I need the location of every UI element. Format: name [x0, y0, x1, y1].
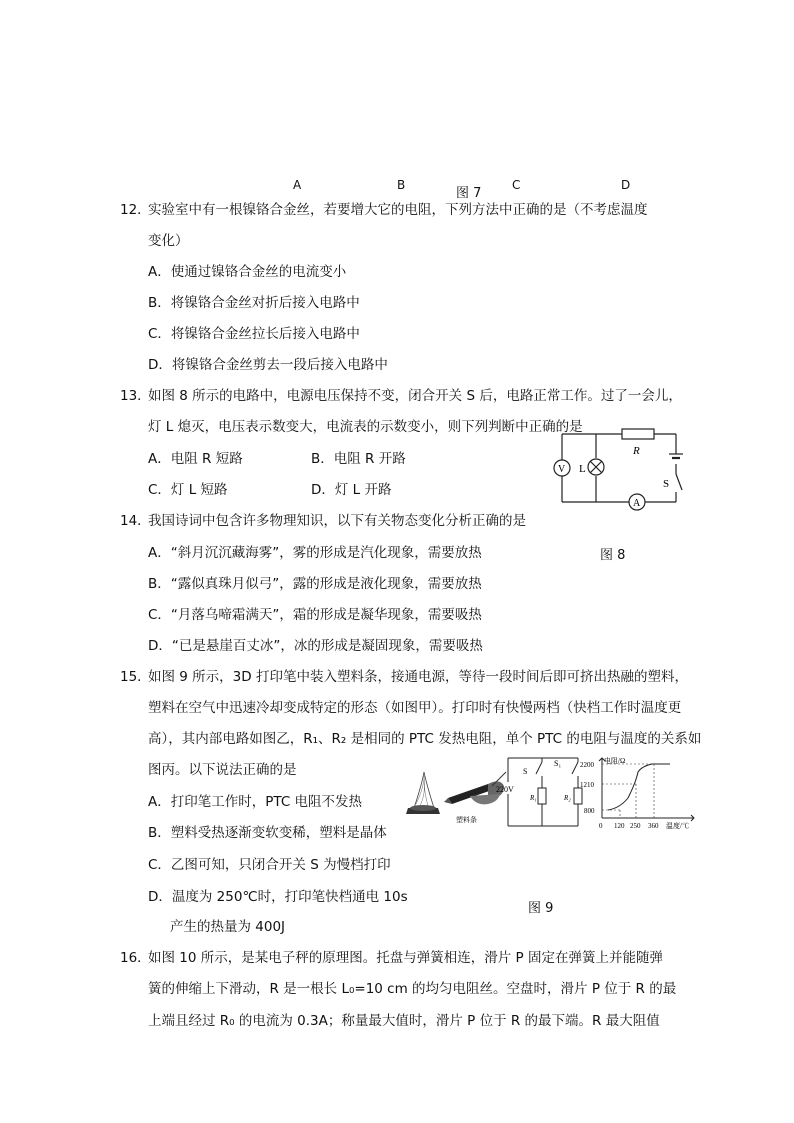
q14-option-b: B．“露似真珠月似弓”，露的形成是液化现象，需要放热 [148, 576, 482, 592]
q15-option-d-continued: 产生的热量为 400J [170, 919, 286, 935]
fig9-pen-illustration [400, 768, 508, 826]
q16-stem-line3: 上端且经过 R₀ 的电流为 0.3A；称量最大值时，滑片 P 位于 R 的最下端。R 最大阻值 [148, 1013, 660, 1029]
fig9-resistance-temperature-graph [574, 754, 704, 834]
q15-number: 15． [120, 669, 151, 685]
q13-number: 13． [120, 388, 151, 404]
q15-option-c: C．乙图可知，只闭合开关 S 为慢档打印 [148, 857, 391, 873]
fig9-graph-xlabel: 温度/℃ [666, 822, 689, 830]
q13-option-c: C．灯 L 短路 [148, 482, 228, 498]
q16-stem-line1: 如图 10 所示，是某电子秤的原理图。托盘与弹簧相连，滑片 P 固定在弹簧上并能随弹 [148, 950, 663, 966]
fig9-graph-xtick-250: 250 [630, 822, 641, 830]
q12-option-a: A．使通过镍铬合金丝的电流变小 [148, 264, 347, 280]
q14-stem: 我国诗词中包含许多物理知识，以下有关物态变化分析正确的是 [148, 513, 526, 529]
fig8-circuit-diagram [540, 420, 700, 516]
q15-option-a: A．打印笔工作时，PTC 电阻不发热 [148, 794, 363, 810]
fig9-circuit-diagram [494, 752, 586, 830]
q13-stem-line1: 如图 8 所示的电路中，电源电压保持不变，闭合开关 S 后，电路正常工作。过了一会儿， [148, 388, 682, 404]
q12-number: 12． [120, 202, 151, 218]
q14-option-a: A．“斜月沉沉藏海雾”，雾的形成是汽化现象，需要放热 [148, 545, 482, 561]
fig9-graph-xtick-0: 0 [599, 822, 603, 830]
fig9-plastic-strip-label: 塑料条 [456, 816, 477, 824]
fig7-label-c: C [512, 178, 521, 192]
fig8-lamp-label: L [579, 463, 586, 475]
fig9-switch-s-label: S [523, 767, 528, 776]
fig9-graph-xtick-120: 120 [614, 822, 625, 830]
q16-number: 16． [120, 950, 151, 966]
q16-stem-line2: 簧的伸缩上下滑动，R 是一根长 L₀=10 cm 的均匀电阻丝。空盘时，滑片 P 位于 R 的最 [148, 981, 677, 997]
fig9-r1-label: R₁ [530, 794, 537, 802]
fig9-switch-s1-label: S₁ [554, 759, 562, 768]
q12-option-b: B．将镍铬合金丝对折后接入电路中 [148, 295, 360, 311]
q12-option-c: C．将镍铬合金丝拉长后接入电路中 [148, 326, 360, 342]
fig7-label-d: D [621, 178, 631, 192]
q13-option-d: D．灯 L 开路 [311, 482, 392, 498]
q14-option-d: D．“已是悬崖百丈冰”，冰的形成是凝固现象，需要吸热 [148, 638, 483, 654]
q14-option-c: C．“月落乌啼霜满天”，霜的形成是凝华现象，需要吸热 [148, 607, 482, 623]
fig7-label-a: A [293, 178, 302, 192]
fig9-graph-ylabel: 电阻/Ω [604, 757, 626, 765]
q12-stem-line2: 变化） [148, 233, 189, 249]
fig8-ammeter-label: A [633, 498, 641, 509]
fig8-caption: 图 8 [600, 548, 626, 563]
fig9-graph-ytick-800: 800 [584, 807, 595, 815]
q15-stem-line4: 图丙。以下说法正确的是 [148, 762, 297, 778]
fig7-caption: 图 7 [456, 186, 482, 201]
q13-option-a: A．电阻 R 短路 [148, 451, 243, 467]
fig8-resistor-label: R [633, 445, 640, 457]
q15-stem-line2: 塑料在空气中迅速冷却变成特定的形态（如图甲）。打印时有快慢两档（快档工作时温度更 [148, 700, 682, 716]
q15-option-d: D．温度为 250℃时，打印笔快档通电 10s [148, 889, 408, 905]
fig9-caption: 图 9 [528, 901, 554, 916]
fig9-voltage-label: 220V [496, 785, 514, 794]
fig8-switch-label: S [663, 478, 670, 490]
q12-stem-line1: 实验室中有一根镍铬合金丝，若要增大它的电阻，下列方法中正确的是（不考虑温度 [148, 202, 648, 218]
q13-option-b: B．电阻 R 开路 [311, 451, 406, 467]
q15-stem-line1: 如图 9 所示，3D 打印笔中装入塑料条，接通电源，等待一段时间后即可挤出热融的塑料， [148, 669, 688, 685]
fig9-graph-ytick-2200: 2200 [580, 761, 594, 769]
fig9-r2-label: R₂ [564, 794, 571, 802]
fig9-graph-ytick-1210: 1210 [580, 781, 594, 789]
fig7-label-b: B [397, 178, 406, 192]
q13-stem-line2: 灯 L 熄灭，电压表示数变大，电流表的示数变小，则下列判断中正确的是 [148, 419, 583, 435]
fig9-graph-xtick-360: 360 [648, 822, 659, 830]
q12-option-d: D．将镍铬合金丝剪去一段后接入电路中 [148, 357, 388, 373]
fig8-voltmeter-label: V [558, 464, 566, 475]
q15-stem-line3: 高），其内部电路如图乙，R₁、R₂ 是相同的 PTC 发热电阻，单个 PTC 的电阻与温度的关系如 [148, 731, 702, 747]
q15-option-b: B．塑料受热逐渐变软变稀，塑料是晶体 [148, 825, 387, 841]
q14-number: 14． [120, 513, 151, 529]
